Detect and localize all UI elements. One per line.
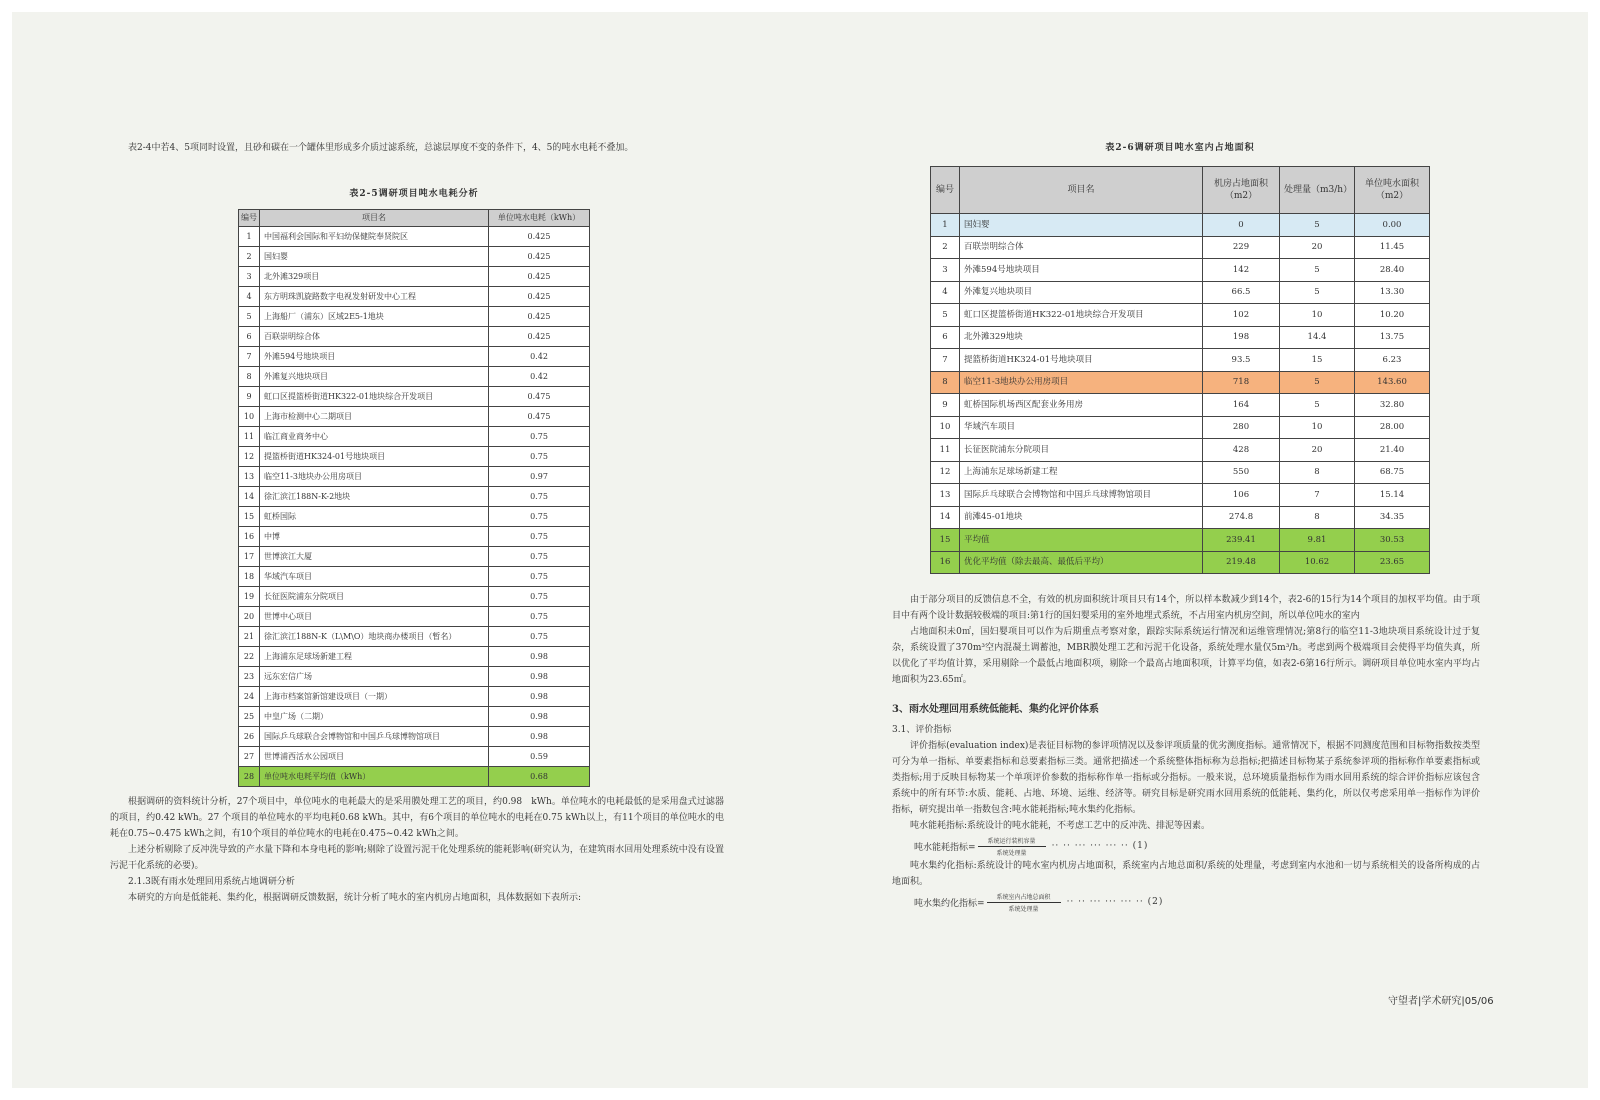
cell-value: 0.68 (489, 767, 590, 787)
table-2-5-body (239, 227, 590, 787)
cell-value: 0.75 (489, 487, 590, 507)
cell-value: 0.425 (489, 287, 590, 307)
cell-value: 0.59 (489, 747, 590, 767)
table-row (239, 347, 590, 367)
cell-value: 0.75 (489, 627, 590, 647)
formula-label: 吨水集约化指标= (914, 898, 985, 909)
cell-unit-area: 0.00 (1355, 214, 1430, 237)
cell-name: 世博浦西活水公园项目 (260, 747, 489, 767)
table-row (239, 567, 590, 587)
cell-no: 9 (239, 387, 260, 407)
table-row (931, 439, 1430, 462)
table-row (931, 236, 1430, 259)
cell-no: 12 (931, 461, 960, 484)
cell-name: 世博滨江大厦 (260, 547, 489, 567)
cell-name: 外滩594号地块项目 (960, 259, 1203, 282)
cell-no: 28 (239, 767, 260, 787)
table-row (239, 427, 590, 447)
cell-flow: 5 (1280, 259, 1355, 282)
cell-no: 8 (239, 367, 260, 387)
table-row (239, 627, 590, 647)
cell-no: 18 (239, 567, 260, 587)
cell-value: 0.98 (489, 727, 590, 747)
cell-name: 国际乒乓球联合会博物馆和中国乒乓球博物馆项目 (260, 727, 489, 747)
cell-flow: 5 (1280, 371, 1355, 394)
table-row (931, 529, 1430, 552)
paragraph: 本研究的方向是低能耗、集约化，根据调研反馈数据，统计分析了吨水的室内机房占地面积，具体数据如下表所示: (128, 893, 582, 903)
table-row (239, 547, 590, 567)
cell-name: 远东宏信广场 (260, 667, 489, 687)
paragraph: 占地面积未0㎡，国妇婴项目可以作为后期重点考察对象，跟踪实际系统运行情况和运维管理情况;第8行的临空11-3地块项目系统设计过于复杂，系统设置了370m³空内混凝土调蓄池，MBR膜处理工艺和污泥干化设备，系统处理水量仅5m³/h。考虑到两个极端项目会使得平均值失真，所以优化了平均值计算，采用剔除一个最低占地面积项，剔除一个最高占地面积项，计算平均值，如表2-6第16行所示。调研项目单位吨水室内平均占地面积为23.65㎡。 (892, 627, 1480, 685)
col-header-value: 单位吨水电耗（kWh） (489, 210, 590, 227)
cell-flow: 20 (1280, 439, 1355, 462)
cell-unit-area: 28.00 (1355, 416, 1430, 439)
table-row (239, 507, 590, 527)
table-row (931, 484, 1430, 507)
col-header-flow: 处理量（m3/h） (1280, 167, 1355, 214)
cell-no: 8 (931, 371, 960, 394)
table-row (931, 394, 1430, 417)
cell-area: 102 (1203, 304, 1280, 327)
cell-name: 长征医院浦东分院项目 (960, 439, 1203, 462)
table-row (239, 287, 590, 307)
table-row (239, 747, 590, 767)
table-row (239, 727, 590, 747)
cell-no: 26 (239, 727, 260, 747)
table-row (931, 214, 1430, 237)
formula-label: 吨水能耗指标= (914, 842, 976, 853)
cell-name: 世博中心项目 (260, 607, 489, 627)
cell-area: 219.48 (1203, 551, 1280, 574)
cell-name: 单位吨水电耗平均值（kWh） (260, 767, 489, 787)
table-row (239, 407, 590, 427)
cell-flow: 5 (1280, 394, 1355, 417)
cell-name: 前滩45-01地块 (960, 506, 1203, 529)
table-row (239, 367, 590, 387)
cell-value: 0.475 (489, 387, 590, 407)
cell-area: 239.41 (1203, 529, 1280, 552)
table-row (239, 327, 590, 347)
cell-no: 7 (931, 349, 960, 372)
cell-name: 外滩复兴地块项目 (260, 367, 489, 387)
cell-flow: 14.4 (1280, 326, 1355, 349)
cell-no: 24 (239, 687, 260, 707)
cell-value: 0.42 (489, 347, 590, 367)
cell-no: 3 (239, 267, 260, 287)
cell-area: 106 (1203, 484, 1280, 507)
cell-area: 142 (1203, 259, 1280, 282)
table-row (239, 227, 590, 247)
section-subheading: 3.1、评价指标 (892, 725, 952, 735)
cell-name: 提篮桥街道HK324-01号地块项目 (260, 447, 489, 467)
formula-fraction (978, 836, 1046, 857)
cell-no: 6 (239, 327, 260, 347)
formula-fraction (987, 892, 1061, 913)
cell-value: 0.75 (489, 547, 590, 567)
cell-value: 0.425 (489, 327, 590, 347)
cell-no: 13 (931, 484, 960, 507)
cell-area: 274.8 (1203, 506, 1280, 529)
cell-no: 13 (239, 467, 260, 487)
cell-name: 临空11-3地块办公用房项目 (260, 467, 489, 487)
table-2-6-caption: 表2-6调研项目吨水室内占地面积 (1105, 143, 1255, 153)
cell-unit-area: 6.23 (1355, 349, 1430, 372)
cell-no: 14 (931, 506, 960, 529)
cell-name: 虹桥国际机场西区配套业务用房 (960, 394, 1203, 417)
cell-no: 15 (239, 507, 260, 527)
cell-name: 虹桥国际 (260, 507, 489, 527)
cell-area: 198 (1203, 326, 1280, 349)
paragraph: 评价指标(evaluation index)是表征目标物的参评项情况以及参评项质量的优劣测度指标。通常情况下，根据不同测度范围和目标物指数按类型可分为单一指标、单要素指标和总要素指标三类。通常把描述一个系统整体指标称为总指标;把描述目标物某子系统参评项的指标称作单要素指标或类指标;用于反映目标物某一个单项评价参数的指标称作单一指标或分指标。一般来说，总环境质量指标作为雨水回用系统的综合评价指标应该包含系统中的所有环节:水质、能耗、占地、环境、运维、经济等。研究目标是研究雨水回用系统的低能耗、集约化，所以仅考虑采用单一指标作为评价指标，研究提出单一指数包含:吨水能耗指标;吨水集约化指标。 (892, 741, 1480, 815)
col-header-name: 项目名 (960, 167, 1203, 214)
table-2-6 (930, 166, 1430, 574)
cell-name: 百联崇明综合体 (260, 327, 489, 347)
cell-unit-area: 23.65 (1355, 551, 1430, 574)
cell-area: 718 (1203, 371, 1280, 394)
cell-name: 徐汇滨江188N-K-2地块 (260, 487, 489, 507)
formula-number: ·· ·· ··· ··· ··· ·· (1) (1051, 841, 1149, 851)
col-header-no: 编号 (931, 167, 960, 214)
cell-unit-area: 21.40 (1355, 439, 1430, 462)
cell-flow: 9.81 (1280, 529, 1355, 552)
col-header-name: 项目名 (260, 210, 489, 227)
paragraph: 由于部分项目的反馈信息不全，有效的机房面积统计项目只有14个，所以样本数减少到14个，表2-6的15行为14个项目的加权平均值。由于项目中有两个设计数据较极端的项目:第1行的国妇婴采用的室外地埋式系统，不占用室内机房空间，所以单位吨水的室内 (892, 595, 1480, 621)
cell-name: 长征医院浦东分院项目 (260, 587, 489, 607)
cell-name: 中博 (260, 527, 489, 547)
cell-no: 16 (931, 551, 960, 574)
cell-value: 0.75 (489, 587, 590, 607)
cell-value: 0.425 (489, 267, 590, 287)
page-footer: 守望者|学术研究|05/06 (1388, 996, 1494, 1007)
cell-no: 11 (931, 439, 960, 462)
formula-denominator: 系统处理量 (996, 849, 1027, 857)
cell-value: 0.75 (489, 567, 590, 587)
left-body-text (110, 794, 724, 906)
cell-flow: 15 (1280, 349, 1355, 372)
cell-no: 1 (931, 214, 960, 237)
cell-no: 27 (239, 747, 260, 767)
cell-name: 北外滩329地块 (960, 326, 1203, 349)
intro-paragraph: 表2-4中若4、5项同时设置，且砂和碳在一个罐体里形成多介质过滤系统，总滤层厚度不变的条件下，4、5的吨水电耗不叠加。 (128, 143, 634, 153)
cell-flow: 5 (1280, 214, 1355, 237)
cell-no: 9 (931, 394, 960, 417)
cell-name: 上海市检测中心二期项目 (260, 407, 489, 427)
cell-name: 平均值 (960, 529, 1203, 552)
cell-name: 提篮桥街道HK324-01号地块项目 (960, 349, 1203, 372)
cell-area: 66.5 (1203, 281, 1280, 304)
cell-no: 11 (239, 427, 260, 447)
cell-no: 21 (239, 627, 260, 647)
table-row (931, 461, 1430, 484)
table-row (239, 307, 590, 327)
cell-name: 临空11-3地块办公用房项目 (960, 371, 1203, 394)
formula-denominator: 系统处理量 (1008, 905, 1039, 913)
col-header-unit-area: 单位吨水面积（m2） (1355, 167, 1430, 214)
cell-flow: 8 (1280, 461, 1355, 484)
table-row (239, 487, 590, 507)
cell-no: 1 (239, 227, 260, 247)
cell-unit-area: 15.14 (1355, 484, 1430, 507)
cell-value: 0.75 (489, 447, 590, 467)
cell-area: 550 (1203, 461, 1280, 484)
cell-name: 中国福利会国际和平妇幼保健院奉贤院区 (260, 227, 489, 247)
cell-value: 0.98 (489, 647, 590, 667)
cell-value: 0.75 (489, 507, 590, 527)
formula-numerator: 系统室内占地总面积 (987, 892, 1061, 903)
table-row (239, 767, 590, 787)
table-row (931, 349, 1430, 372)
cell-name: 上海浦东足球场新建工程 (260, 647, 489, 667)
cell-unit-area: 32.80 (1355, 394, 1430, 417)
cell-unit-area: 10.20 (1355, 304, 1430, 327)
cell-unit-area: 34.35 (1355, 506, 1430, 529)
section-heading: 3、雨水处理回用系统低能耗、集约化评价体系 (892, 704, 1099, 715)
table-row (239, 587, 590, 607)
cell-no: 2 (239, 247, 260, 267)
formula-2 (914, 890, 1480, 914)
cell-no: 19 (239, 587, 260, 607)
cell-name: 上海市档案馆新馆建设项目（一期） (260, 687, 489, 707)
table-row (931, 416, 1430, 439)
cell-unit-area: 13.30 (1355, 281, 1430, 304)
table-row (239, 527, 590, 547)
right-body-text (892, 592, 1480, 914)
cell-value: 0.98 (489, 707, 590, 727)
paragraph: 根据调研的资料统计分析，27个项目中，单位吨水的电耗最大的是采用膜处理工艺的项目，约0.98 kWh。单位吨水的电耗最低的是采用盘式过滤器的项目，约0.42 kWh。27 个项目的单位吨水的平均电耗0.68 kWh。其中，有6个项目的单位吨水的电耗在0.75 kWh以上，有11个项目的单位吨水的电耗在0.75~0.475 kWh之间，有10个项目的单位吨水的电耗在0.475~0.42 kWh之间。 (110, 797, 724, 839)
cell-name: 上海船厂（浦东）区域2E5-1地块 (260, 307, 489, 327)
cell-no: 3 (931, 259, 960, 282)
table-row (931, 551, 1430, 574)
table-2-5 (238, 209, 590, 787)
cell-area: 0 (1203, 214, 1280, 237)
cell-no: 25 (239, 707, 260, 727)
table-row (239, 247, 590, 267)
cell-name: 临江商业商务中心 (260, 427, 489, 447)
cell-name: 优化平均值（除去最高、最低后平均） (960, 551, 1203, 574)
table-row (931, 326, 1430, 349)
cell-no: 2 (931, 236, 960, 259)
table-row (239, 687, 590, 707)
cell-value: 0.98 (489, 667, 590, 687)
cell-value: 0.75 (489, 607, 590, 627)
cell-flow: 10 (1280, 304, 1355, 327)
cell-name: 北外滩329项目 (260, 267, 489, 287)
paragraph: 上述分析剔除了反冲洗导致的产水量下降和本身电耗的影响;剔除了设置污泥干化处理系统的能耗影响(研究认为，在建筑雨水回用处理系统中没有设置污泥干化系统的必要)。 (110, 845, 724, 871)
cell-name: 外滩594号地块项目 (260, 347, 489, 367)
table-row (239, 467, 590, 487)
table-row (931, 371, 1430, 394)
cell-value: 0.75 (489, 427, 590, 447)
cell-value: 0.98 (489, 687, 590, 707)
cell-value: 0.97 (489, 467, 590, 487)
cell-area: 428 (1203, 439, 1280, 462)
cell-name: 中皇广场（二期） (260, 707, 489, 727)
cell-flow: 8 (1280, 506, 1355, 529)
cell-no: 10 (239, 407, 260, 427)
cell-name: 虹口区提篮桥街道HK322-01地块综合开发项目 (960, 304, 1203, 327)
table-row (239, 447, 590, 467)
table-row (239, 387, 590, 407)
cell-name: 华域汽车项目 (960, 416, 1203, 439)
cell-area: 164 (1203, 394, 1280, 417)
formula-1 (914, 834, 1480, 858)
cell-no: 17 (239, 547, 260, 567)
cell-name: 徐汇滨江188N-K（L\M\O）地块商办楼项目（暂名） (260, 627, 489, 647)
table-row (931, 281, 1430, 304)
formula-number: ·· ·· ··· ··· ··· ·· (2) (1066, 897, 1164, 907)
cell-no: 20 (239, 607, 260, 627)
section-subheading: 2.1.3既有雨水处理回用系统占地调研分析 (128, 877, 295, 887)
cell-no: 5 (931, 304, 960, 327)
cell-name: 百联崇明综合体 (960, 236, 1203, 259)
cell-value: 0.475 (489, 407, 590, 427)
cell-name: 国妇婴 (960, 214, 1203, 237)
table-row (239, 707, 590, 727)
cell-flow: 10.62 (1280, 551, 1355, 574)
cell-no: 12 (239, 447, 260, 467)
cell-name: 华域汽车项目 (260, 567, 489, 587)
table-row (239, 607, 590, 627)
table-2-5-caption: 表2-5调研项目吨水电耗分析 (349, 189, 479, 199)
col-header-no: 编号 (239, 210, 260, 227)
cell-name: 国妇婴 (260, 247, 489, 267)
cell-name: 东方明珠凯旋路数字电视发射研发中心工程 (260, 287, 489, 307)
cell-no: 15 (931, 529, 960, 552)
cell-value: 0.425 (489, 307, 590, 327)
cell-value: 0.42 (489, 367, 590, 387)
page-spread (12, 12, 1588, 1088)
cell-name: 外滩复兴地块项目 (960, 281, 1203, 304)
cell-area: 229 (1203, 236, 1280, 259)
cell-unit-area: 13.75 (1355, 326, 1430, 349)
cell-value: 0.75 (489, 527, 590, 547)
cell-no: 6 (931, 326, 960, 349)
cell-flow: 20 (1280, 236, 1355, 259)
cell-no: 14 (239, 487, 260, 507)
cell-area: 93.5 (1203, 349, 1280, 372)
cell-value: 0.425 (489, 247, 590, 267)
table-row (931, 304, 1430, 327)
cell-value: 0.425 (489, 227, 590, 247)
cell-no: 4 (239, 287, 260, 307)
table-2-6-body (931, 214, 1430, 574)
cell-no: 16 (239, 527, 260, 547)
cell-unit-area: 143.60 (1355, 371, 1430, 394)
cell-no: 7 (239, 347, 260, 367)
table-header-row (239, 210, 590, 227)
cell-unit-area: 28.40 (1355, 259, 1430, 282)
cell-no: 23 (239, 667, 260, 687)
cell-name: 虹口区提篮桥街道HK322-01地块综合开发项目 (260, 387, 489, 407)
cell-no: 5 (239, 307, 260, 327)
cell-flow: 5 (1280, 281, 1355, 304)
cell-unit-area: 68.75 (1355, 461, 1430, 484)
table-row (931, 506, 1430, 529)
cell-flow: 10 (1280, 416, 1355, 439)
table-header-row (931, 167, 1430, 214)
table-row (239, 267, 590, 287)
cell-name: 国际乒乓球联合会博物馆和中国乒乓球博物馆项目 (960, 484, 1203, 507)
table-row (931, 259, 1430, 282)
table-row (239, 667, 590, 687)
cell-no: 4 (931, 281, 960, 304)
cell-area: 280 (1203, 416, 1280, 439)
cell-unit-area: 30.53 (1355, 529, 1430, 552)
col-header-area: 机房占地面积（m2） (1203, 167, 1280, 214)
cell-flow: 7 (1280, 484, 1355, 507)
cell-name: 上海浦东足球场新建工程 (960, 461, 1203, 484)
cell-no: 10 (931, 416, 960, 439)
cell-unit-area: 11.45 (1355, 236, 1430, 259)
table-row (239, 647, 590, 667)
cell-no: 22 (239, 647, 260, 667)
paragraph: 吨水能耗指标:系统设计的吨水能耗，不考虑工艺中的反冲洗、排泥等因素。 (910, 821, 1211, 831)
paragraph: 吨水集约化指标:系统设计的吨水室内机房占地面积，系统室内占地总面积/系统的处理量，考虑到室内水池和一切与系统相关的设备所构成的占地面积。 (892, 861, 1480, 887)
formula-numerator: 系统运行装机容量 (978, 836, 1046, 847)
